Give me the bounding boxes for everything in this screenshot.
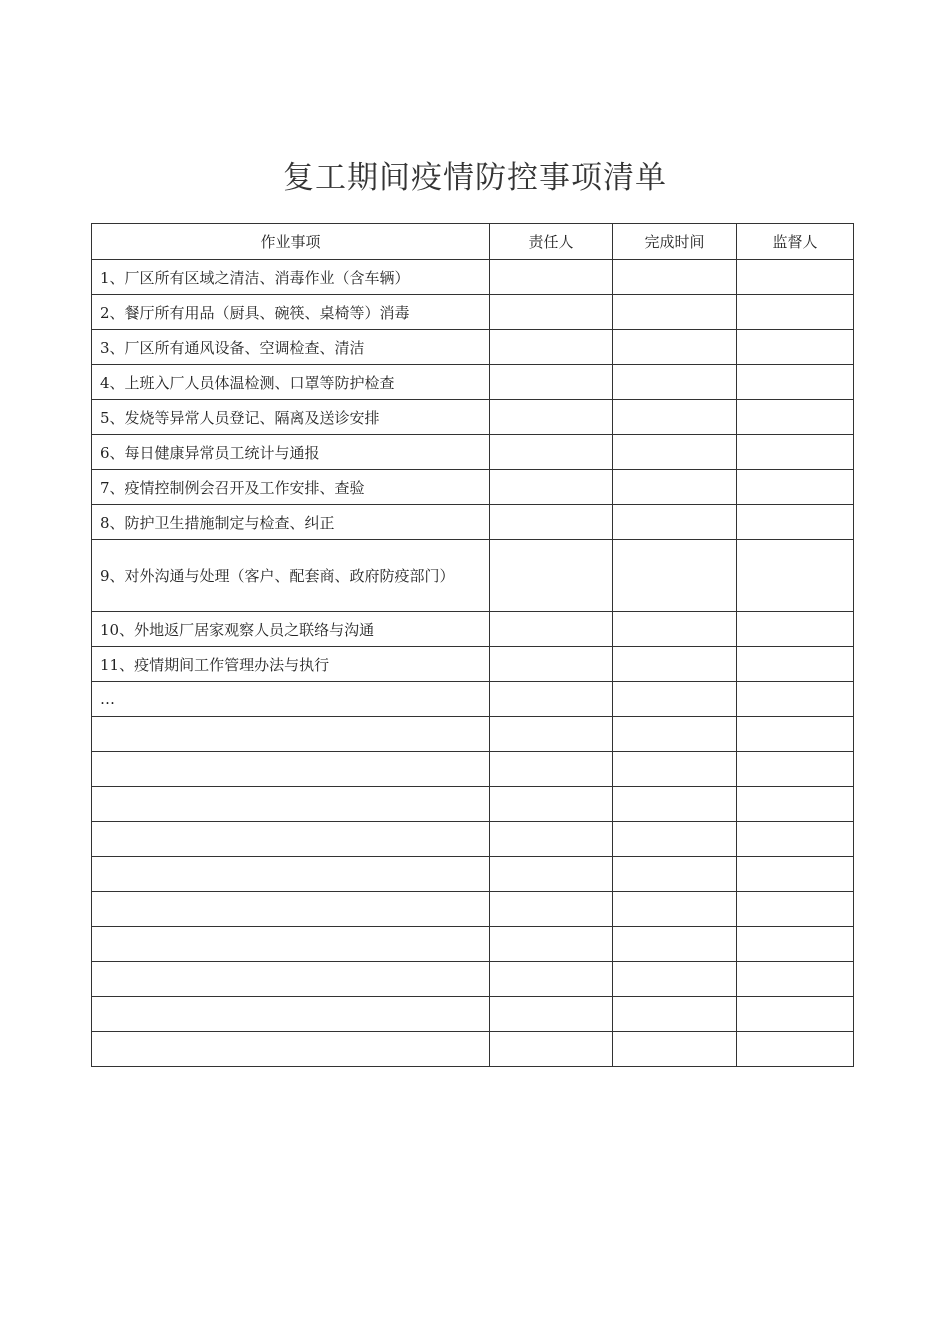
supervisor-cell [737,400,854,435]
task-cell [92,717,490,752]
task-cell: 5、发烧等异常人员登记、隔离及送诊安排 [92,400,490,435]
task-cell: 6、每日健康异常员工统计与通报 [92,435,490,470]
owner-cell [490,892,613,927]
task-cell [92,822,490,857]
owner-cell [490,612,613,647]
table-row [92,330,854,365]
completion-time-cell [613,612,737,647]
supervisor-cell [737,752,854,787]
supervisor-cell [737,365,854,400]
owner-cell [490,260,613,295]
owner-cell [490,505,613,540]
owner-cell [490,295,613,330]
table-row [92,470,854,505]
supervisor-cell [737,997,854,1032]
task-cell: 3、厂区所有通风设备、空调检查、清洁 [92,330,490,365]
supervisor-cell [737,295,854,330]
completion-time-cell [613,435,737,470]
task-cell: 11、疫情期间工作管理办法与执行 [92,647,490,682]
task-cell [92,962,490,997]
owner-cell [490,997,613,1032]
supervisor-cell [737,540,854,612]
supervisor-cell [737,962,854,997]
table-header-row [92,224,854,260]
supervisor-cell [737,470,854,505]
checklist-table [91,223,854,1067]
completion-time-cell [613,857,737,892]
table-row [92,400,854,435]
table-row [92,822,854,857]
task-cell [92,752,490,787]
task-cell [92,927,490,962]
supervisor-cell [737,330,854,365]
task-cell: 8、防护卫生措施制定与检查、纠正 [92,505,490,540]
table-row [92,997,854,1032]
completion-time-cell [613,892,737,927]
owner-cell [490,330,613,365]
supervisor-cell [737,647,854,682]
completion-time-cell [613,330,737,365]
owner-cell [490,787,613,822]
completion-time-cell [613,260,737,295]
column-header-supervisor: 监督人 [737,224,854,260]
owner-cell [490,857,613,892]
completion-time-cell [613,927,737,962]
completion-time-cell [613,295,737,330]
completion-time-cell [613,400,737,435]
completion-time-cell [613,822,737,857]
table-row [92,365,854,400]
task-cell [92,1032,490,1067]
completion-time-cell [613,470,737,505]
table-row [92,717,854,752]
page-title: 复工期间疫情防控事项清单 [283,160,667,196]
column-header-task: 作业事项 [92,224,490,260]
supervisor-cell [737,505,854,540]
table-row [92,962,854,997]
owner-cell [490,927,613,962]
table-row [92,682,854,717]
completion-time-cell [613,962,737,997]
task-cell [92,857,490,892]
owner-cell [490,752,613,787]
supervisor-cell [737,612,854,647]
task-cell [92,997,490,1032]
completion-time-cell [613,505,737,540]
completion-time-cell [613,717,737,752]
supervisor-cell [737,927,854,962]
task-cell: 7、疫情控制例会召开及工作安排、查验 [92,470,490,505]
task-cell: 1、厂区所有区域之清洁、消毒作业（含车辆） [92,260,490,295]
owner-cell [490,682,613,717]
owner-cell [490,470,613,505]
completion-time-cell [613,787,737,822]
task-cell: … [92,682,490,717]
task-cell [92,892,490,927]
owner-cell [490,540,613,612]
completion-time-cell [613,540,737,612]
task-cell: 2、餐厅所有用品（厨具、碗筷、桌椅等）消毒 [92,295,490,330]
completion-time-cell [613,1032,737,1067]
task-cell: 9、对外沟通与处理（客户、配套商、政府防疫部门） [92,540,490,612]
table-row [92,927,854,962]
table-row [92,435,854,470]
owner-cell [490,647,613,682]
completion-time-cell [613,647,737,682]
supervisor-cell [737,682,854,717]
table-row [92,505,854,540]
task-cell: 4、上班入厂人员体温检测、口罩等防护检查 [92,365,490,400]
table-row [92,892,854,927]
owner-cell [490,1032,613,1067]
table-row [92,260,854,295]
supervisor-cell [737,1032,854,1067]
supervisor-cell [737,857,854,892]
owner-cell [490,822,613,857]
supervisor-cell [737,892,854,927]
table-row [92,612,854,647]
table-row [92,752,854,787]
task-cell [92,787,490,822]
supervisor-cell [737,822,854,857]
table-row [92,787,854,822]
owner-cell [490,400,613,435]
owner-cell [490,717,613,752]
owner-cell [490,365,613,400]
completion-time-cell [613,752,737,787]
table-row [92,1032,854,1067]
table-body [92,260,854,1067]
column-header-owner: 责任人 [490,224,613,260]
table-row [92,647,854,682]
completion-time-cell [613,365,737,400]
supervisor-cell [737,717,854,752]
column-header-completion-time: 完成时间 [613,224,737,260]
completion-time-cell [613,997,737,1032]
supervisor-cell [737,260,854,295]
task-cell: 10、外地返厂居家观察人员之联络与沟通 [92,612,490,647]
supervisor-cell [737,435,854,470]
supervisor-cell [737,787,854,822]
completion-time-cell [613,682,737,717]
table-row [92,857,854,892]
table-row [92,540,854,612]
owner-cell [490,962,613,997]
owner-cell [490,435,613,470]
table-row [92,295,854,330]
